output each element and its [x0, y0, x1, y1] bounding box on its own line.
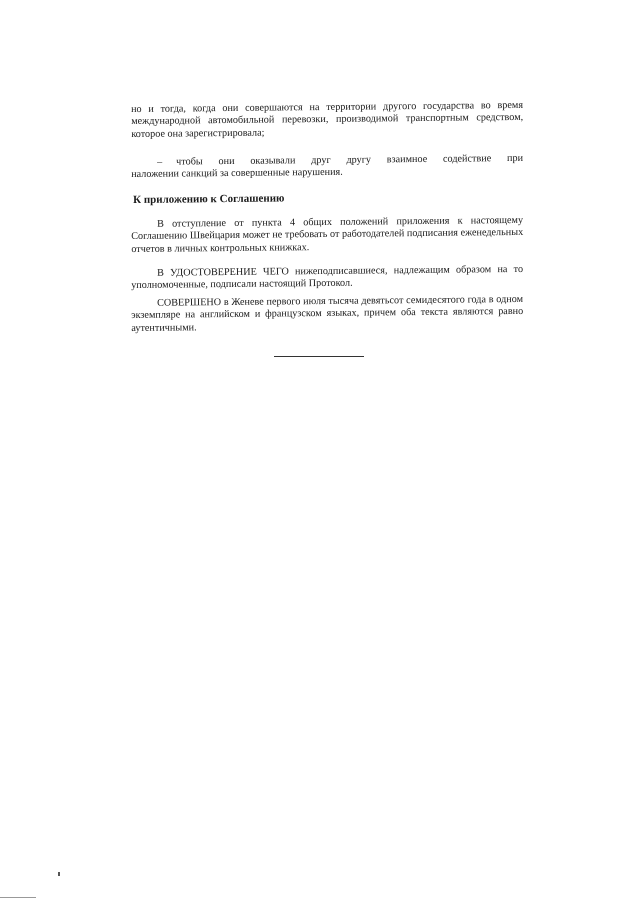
paragraph-in-witness-whereof: В УДОСТОВЕРЕНИЕ ЧЕГО нижеподписавшиеся, надлежащим образом на то уполномоченные, подписали настоящий Протокол.	[131, 263, 524, 292]
paragraph-switzerland-deviation: В отступление от пункта 4 общих положений приложения к настоящему Соглашению Швейцария может не требовать от работодателей подписания еженедельных отчетов в личных контрольных книжках.	[131, 214, 524, 255]
paragraph-vehicle-registration: но и тогда, когда они совершаются на территории другого государства во время международной автомобильной перевозки, производимой транспортным средством, которое она зарегистрировала;	[131, 99, 524, 140]
paragraph-mutual-assistance	[131, 153, 523, 182]
mutual-assistance-first-text: чтобы они оказывали друг другу взаимное содействие при	[176, 152, 524, 168]
mutual-assistance-rest-text: наложении санкций за совершенные нарушения.	[131, 167, 343, 181]
scan-edge-line	[0, 897, 36, 898]
scan-artifact-mark	[58, 872, 60, 876]
dash-marker: –	[156, 156, 163, 168]
closing-separator-line	[274, 356, 364, 357]
section-heading: К приложению к Соглашению	[133, 192, 285, 206]
paragraph-done-at-geneva: СОВЕРШЕНО в Женеве первого июля тысяча девятьсот семидесятого года в одном экземпляре на английском и французском языках, причем оба текста являются равно аутентичными.	[131, 293, 524, 334]
